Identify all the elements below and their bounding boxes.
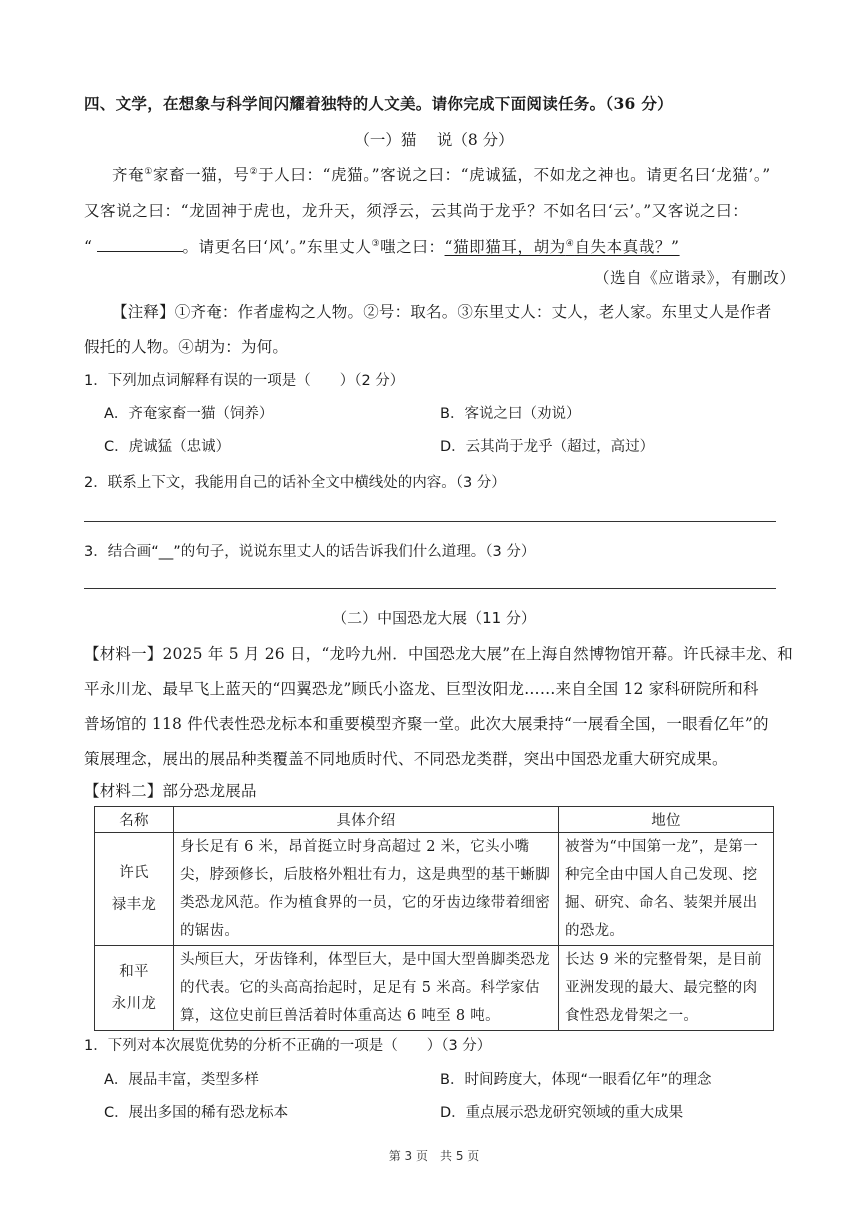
table-row — [95, 833, 774, 946]
notes-line-2: 假托的人物。④胡为：为何。 — [84, 338, 289, 356]
option-c[interactable]: C．虎诚猛（忠诚） — [104, 439, 231, 455]
table-header-row — [95, 807, 774, 833]
question-2-1: 1．下列对本次展览优势的分析不正确的一项是（ ）（3 分） — [84, 1038, 492, 1054]
option-d[interactable]: D．云其尚于龙乎（超过，高过） — [440, 439, 655, 455]
question-1-3: 3．结合画“__”的句子，说说东里丈人的话告诉我们什么道理。（3 分） — [84, 544, 536, 560]
passage-line-1: 齐奄①家畜一猫，号②于人曰：“虎猫。”客说之曰：“虎诚猛，不如龙之神也。请更名曰‘龙猫’。” — [112, 166, 771, 184]
table-cell-name: 许氏 禄丰龙 — [95, 833, 174, 946]
material-1-line-1: 【材料一】2025 年 5 月 26 日，“龙吟九州．中国恐龙大展”在上海自然博物馆开幕。许氏禄丰龙、和 — [84, 645, 793, 663]
source-citation: （选自《应谐录》，有删改） — [594, 269, 796, 287]
option-b[interactable]: B．客说之曰（劝说） — [440, 406, 581, 422]
passage-line-2: 又客说之曰：“龙固神于虎也，龙升天，须浮云，云其尚于龙乎？不如名曰‘云’。”又客说之曰： — [84, 202, 749, 220]
answer-line-q2[interactable] — [84, 521, 776, 522]
option-a[interactable]: A．展品丰富，类型多样 — [104, 1072, 259, 1088]
material-1-line-3: 普场馆的 118 件代表性恐龙标本和重要模型齐聚一堂。此次大展秉持“一展看全国，一眼看亿年”的 — [84, 715, 769, 733]
table-cell-name: 和平 永川龙 — [95, 946, 174, 1031]
dinosaur-exhibit-table — [94, 806, 774, 1031]
table-header-status: 地位 — [559, 807, 774, 833]
table-cell-intro: 身长足有 6 米，昂首挺立时身高超过 2 米，它头小嘴尖，脖颈修长，后肢格外粗壮有力，这是典型的基干蜥脚类恐龙风范。作为植食界的一员，它的牙齿边缘带着细密的锯齿。 — [174, 833, 559, 946]
question-1-1: 1．下列加点词解释有误的一项是（ ）（2 分） — [84, 373, 405, 389]
answer-line-q3[interactable] — [84, 588, 776, 589]
table-header-intro: 具体介绍 — [174, 807, 559, 833]
table-cell-intro: 头颅巨大，牙齿锋利，体型巨大，是中国大型兽脚类恐龙的代表。它的头高高抬起时，足足有 5 米高。科学家估算，这位史前巨兽活着时体重高达 6 吨至 8 吨。 — [174, 946, 559, 1031]
table-header-name: 名称 — [95, 807, 174, 833]
option-d[interactable]: D．重点展示恐龙研究领域的重大成果 — [440, 1105, 684, 1121]
page-footer: 第 3 页 共 5 页 — [388, 1149, 480, 1163]
part1-title: （一）猫 说（8 分） — [354, 131, 514, 149]
table-cell-status: 被誉为“中国第一龙”，是第一种完全由中国人自己发现、挖掘、研究、命名、装架并展出的恐龙。 — [559, 833, 774, 946]
table-cell-status: 长达 9 米的完整骨架，是目前亚洲发现的最大、最完整的肉食性恐龙骨架之一。 — [559, 946, 774, 1031]
option-a[interactable]: A．齐奄家畜一猫（饲养） — [104, 406, 274, 422]
section-title: 四、文学，在想象与科学间闪耀着独特的人文美。请你完成下面阅读任务。（36 分） — [84, 94, 673, 113]
part2-title: （二）中国恐龙大展（11 分） — [332, 609, 536, 627]
fill-blank[interactable] — [97, 237, 183, 252]
material-1-line-2: 平永川龙、最早飞上蓝天的“四翼恐龙”顾氏小盗龙、巨型汝阳龙……来自全国 12 家科研院所和科 — [84, 680, 759, 698]
option-b[interactable]: B．时间跨度大，体现“一眼看亿年”的理念 — [440, 1072, 712, 1088]
notes-line-1: 【注释】①齐奄：作者虚构之人物。②号：取名。③东里丈人：丈人，老人家。东里丈人是作者 — [112, 303, 772, 321]
passage-line-3: “ 。请更名曰‘风’。”东里丈人③嗤之曰：“猫即猫耳，胡为④自失本真哉？” — [84, 238, 680, 256]
material-1-line-4: 策展理念，展出的展品种类覆盖不同地质时代、不同恐龙类群，突出中国恐龙重大研究成果。 — [84, 750, 728, 768]
table-row — [95, 946, 774, 1031]
material-2-label: 【材料二】部分恐龙展品 — [84, 782, 257, 800]
option-c[interactable]: C．展出多国的稀有恐龙标本 — [104, 1105, 289, 1121]
question-1-2: 2．联系上下文，我能用自己的话补全文中横线处的内容。（3 分） — [84, 475, 506, 491]
underlined-sentence: “猫即猫耳，胡为④自失本真哉？” — [444, 238, 680, 256]
